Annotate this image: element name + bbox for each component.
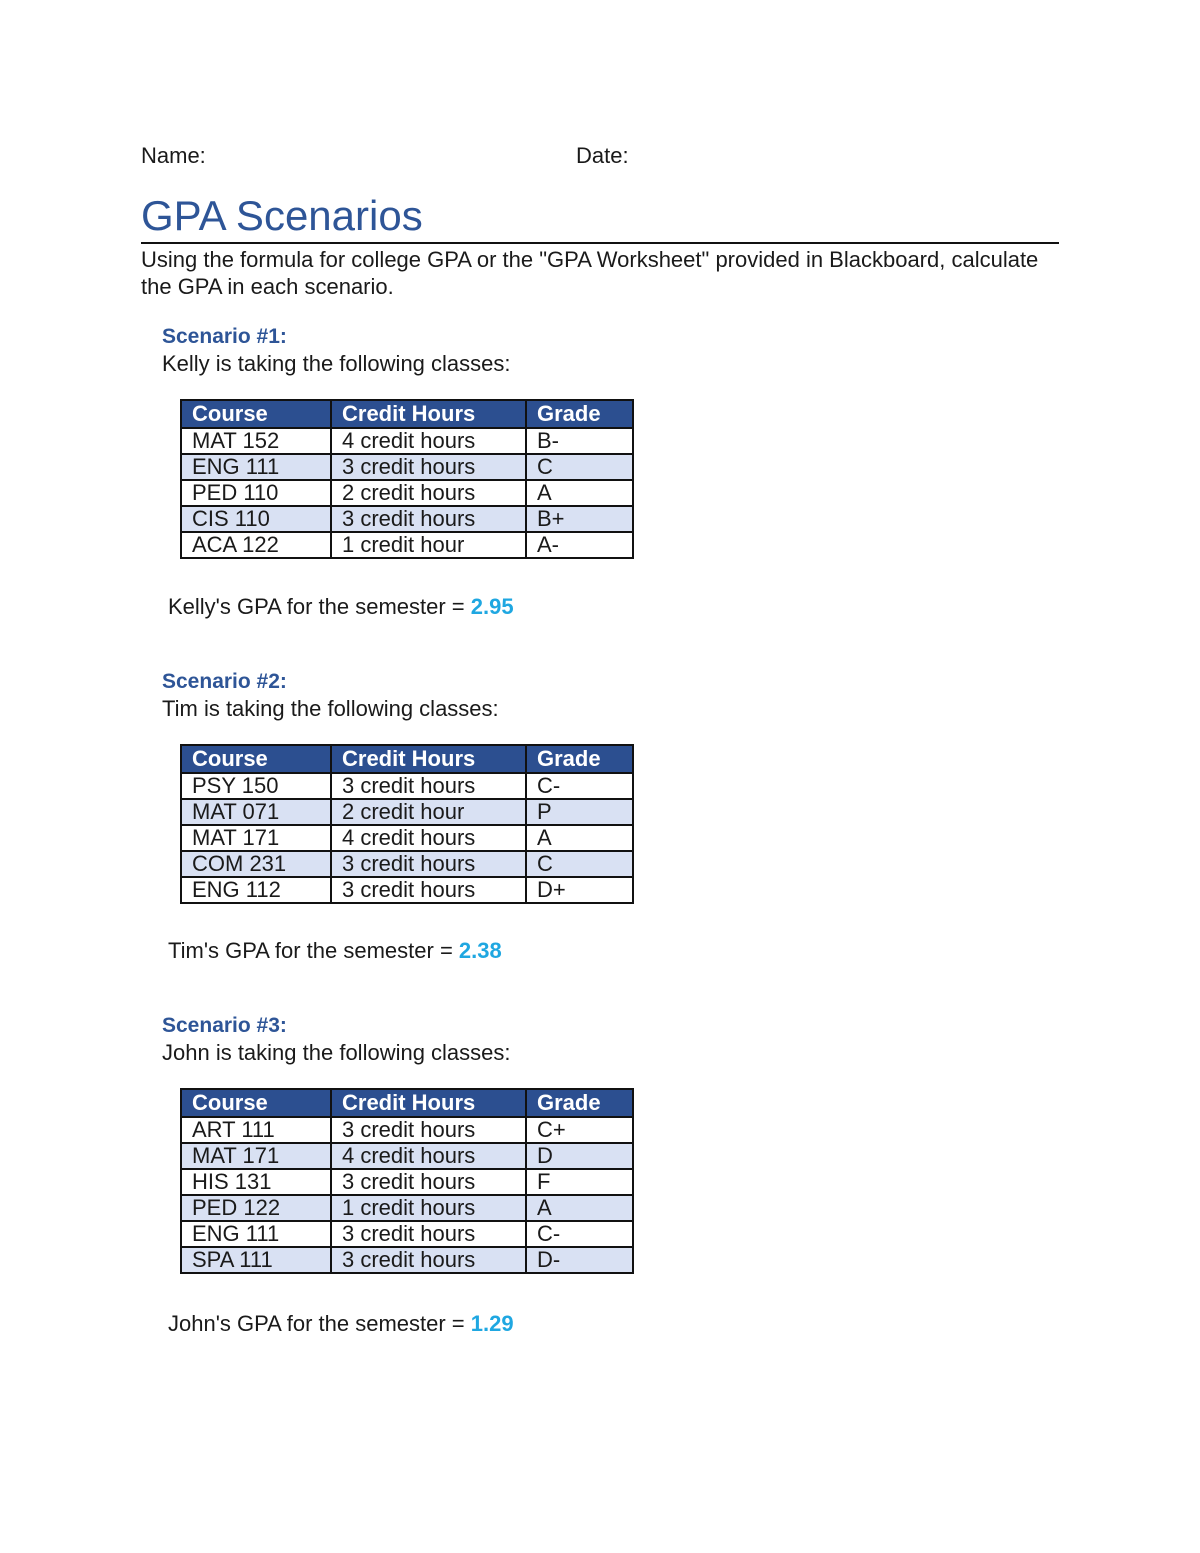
scenario-1-table: [180, 399, 634, 559]
gpa-value: 1.29: [470, 1311, 514, 1336]
grade-cell: C: [526, 851, 633, 877]
result-label: Tim's GPA for the semester =: [168, 938, 459, 963]
table-row: [181, 480, 633, 506]
column-header-grade: Grade: [526, 1089, 633, 1117]
grade-cell: C-: [526, 1221, 633, 1247]
credit-hours-cell: 4 credit hours: [331, 1143, 526, 1169]
scenario-2-table: [180, 744, 634, 904]
table-row: [181, 1169, 633, 1195]
scenario-description: John is taking the following classes:: [162, 1040, 511, 1065]
course-cell: ACA 122: [181, 532, 331, 558]
grade-cell: D-: [526, 1247, 633, 1273]
page-title: GPA Scenarios: [141, 192, 423, 239]
credit-hours-cell: 2 credit hour: [331, 799, 526, 825]
column-header-credit-hours: Credit Hours: [331, 400, 526, 428]
course-cell: MAT 071: [181, 799, 331, 825]
table-row: [181, 799, 633, 825]
credit-hours-cell: 1 credit hours: [331, 1195, 526, 1221]
scenario-title: Scenario #2:: [162, 670, 287, 693]
course-cell: PSY 150: [181, 773, 331, 799]
credit-hours-cell: 2 credit hours: [331, 480, 526, 506]
credit-hours-cell: 4 credit hours: [331, 825, 526, 851]
table-row: [181, 428, 633, 454]
result-label: Kelly's GPA for the semester =: [168, 594, 471, 619]
credit-hours-cell: 4 credit hours: [331, 428, 526, 454]
course-cell: MAT 171: [181, 1143, 331, 1169]
table-row: [181, 825, 633, 851]
credit-hours-cell: 3 credit hours: [331, 851, 526, 877]
table-row: [181, 1247, 633, 1273]
scenario-2-heading: [162, 668, 499, 722]
table-header-row: [181, 400, 633, 428]
date-label: Date:: [576, 143, 629, 168]
grade-cell: F: [526, 1169, 633, 1195]
scenario-title: Scenario #3:: [162, 1014, 287, 1037]
grade-cell: A-: [526, 532, 633, 558]
column-header-grade: Grade: [526, 400, 633, 428]
column-header-course: Course: [181, 745, 331, 773]
result-label: John's GPA for the semester =: [168, 1311, 471, 1336]
table-row: [181, 532, 633, 558]
scenario-2-result: [168, 938, 502, 964]
table-row: [181, 773, 633, 799]
table-row: [181, 877, 633, 903]
grade-cell: C: [526, 454, 633, 480]
grade-cell: A: [526, 480, 633, 506]
grade-cell: P: [526, 799, 633, 825]
scenario-3-result: [168, 1311, 514, 1337]
course-cell: MAT 171: [181, 825, 331, 851]
scenario-3-table: [180, 1088, 634, 1274]
grade-cell: D+: [526, 877, 633, 903]
course-cell: PED 122: [181, 1195, 331, 1221]
scenario-1-heading: [162, 323, 511, 377]
name-label: Name:: [141, 143, 206, 168]
table-row: [181, 454, 633, 480]
table-row: [181, 1221, 633, 1247]
scenario-1-result: [168, 594, 514, 620]
column-header-credit-hours: Credit Hours: [331, 1089, 526, 1117]
course-cell: ENG 111: [181, 454, 331, 480]
credit-hours-cell: 3 credit hours: [331, 1117, 526, 1143]
scenario-title: Scenario #1:: [162, 325, 287, 348]
course-cell: ART 111: [181, 1117, 331, 1143]
credit-hours-cell: 1 credit hour: [331, 532, 526, 558]
grade-cell: B+: [526, 506, 633, 532]
grade-cell: A: [526, 825, 633, 851]
credit-hours-cell: 3 credit hours: [331, 1247, 526, 1273]
course-cell: COM 231: [181, 851, 331, 877]
column-header-grade: Grade: [526, 745, 633, 773]
gpa-value: 2.95: [470, 594, 514, 619]
table-row: [181, 506, 633, 532]
course-cell: PED 110: [181, 480, 331, 506]
title-divider: [141, 242, 1059, 244]
column-header-course: Course: [181, 400, 331, 428]
table-header-row: [181, 745, 633, 773]
scenario-description: Kelly is taking the following classes:: [162, 351, 511, 376]
gpa-value: 2.38: [458, 938, 502, 963]
credit-hours-cell: 3 credit hours: [331, 454, 526, 480]
grade-cell: C-: [526, 773, 633, 799]
course-cell: MAT 152: [181, 428, 331, 454]
table-row: [181, 1143, 633, 1169]
course-cell: SPA 111: [181, 1247, 331, 1273]
course-cell: HIS 131: [181, 1169, 331, 1195]
table-row: [181, 1195, 633, 1221]
course-cell: ENG 111: [181, 1221, 331, 1247]
course-cell: ENG 112: [181, 877, 331, 903]
credit-hours-cell: 3 credit hours: [331, 877, 526, 903]
table-header-row: [181, 1089, 633, 1117]
course-cell: CIS 110: [181, 506, 331, 532]
grade-cell: D: [526, 1143, 633, 1169]
scenario-description: Tim is taking the following classes:: [162, 696, 499, 721]
credit-hours-cell: 3 credit hours: [331, 1221, 526, 1247]
credit-hours-cell: 3 credit hours: [331, 1169, 526, 1195]
column-header-course: Course: [181, 1089, 331, 1117]
grade-cell: A: [526, 1195, 633, 1221]
intro-text: Using the formula for college GPA or the "GPA Worksheet" provided in Blackboard, calculate the GPA in each scenario.: [141, 247, 1039, 299]
grade-cell: C+: [526, 1117, 633, 1143]
column-header-credit-hours: Credit Hours: [331, 745, 526, 773]
table-row: [181, 851, 633, 877]
scenario-3-heading: [162, 1012, 511, 1066]
grade-cell: B-: [526, 428, 633, 454]
table-row: [181, 1117, 633, 1143]
credit-hours-cell: 3 credit hours: [331, 773, 526, 799]
credit-hours-cell: 3 credit hours: [331, 506, 526, 532]
